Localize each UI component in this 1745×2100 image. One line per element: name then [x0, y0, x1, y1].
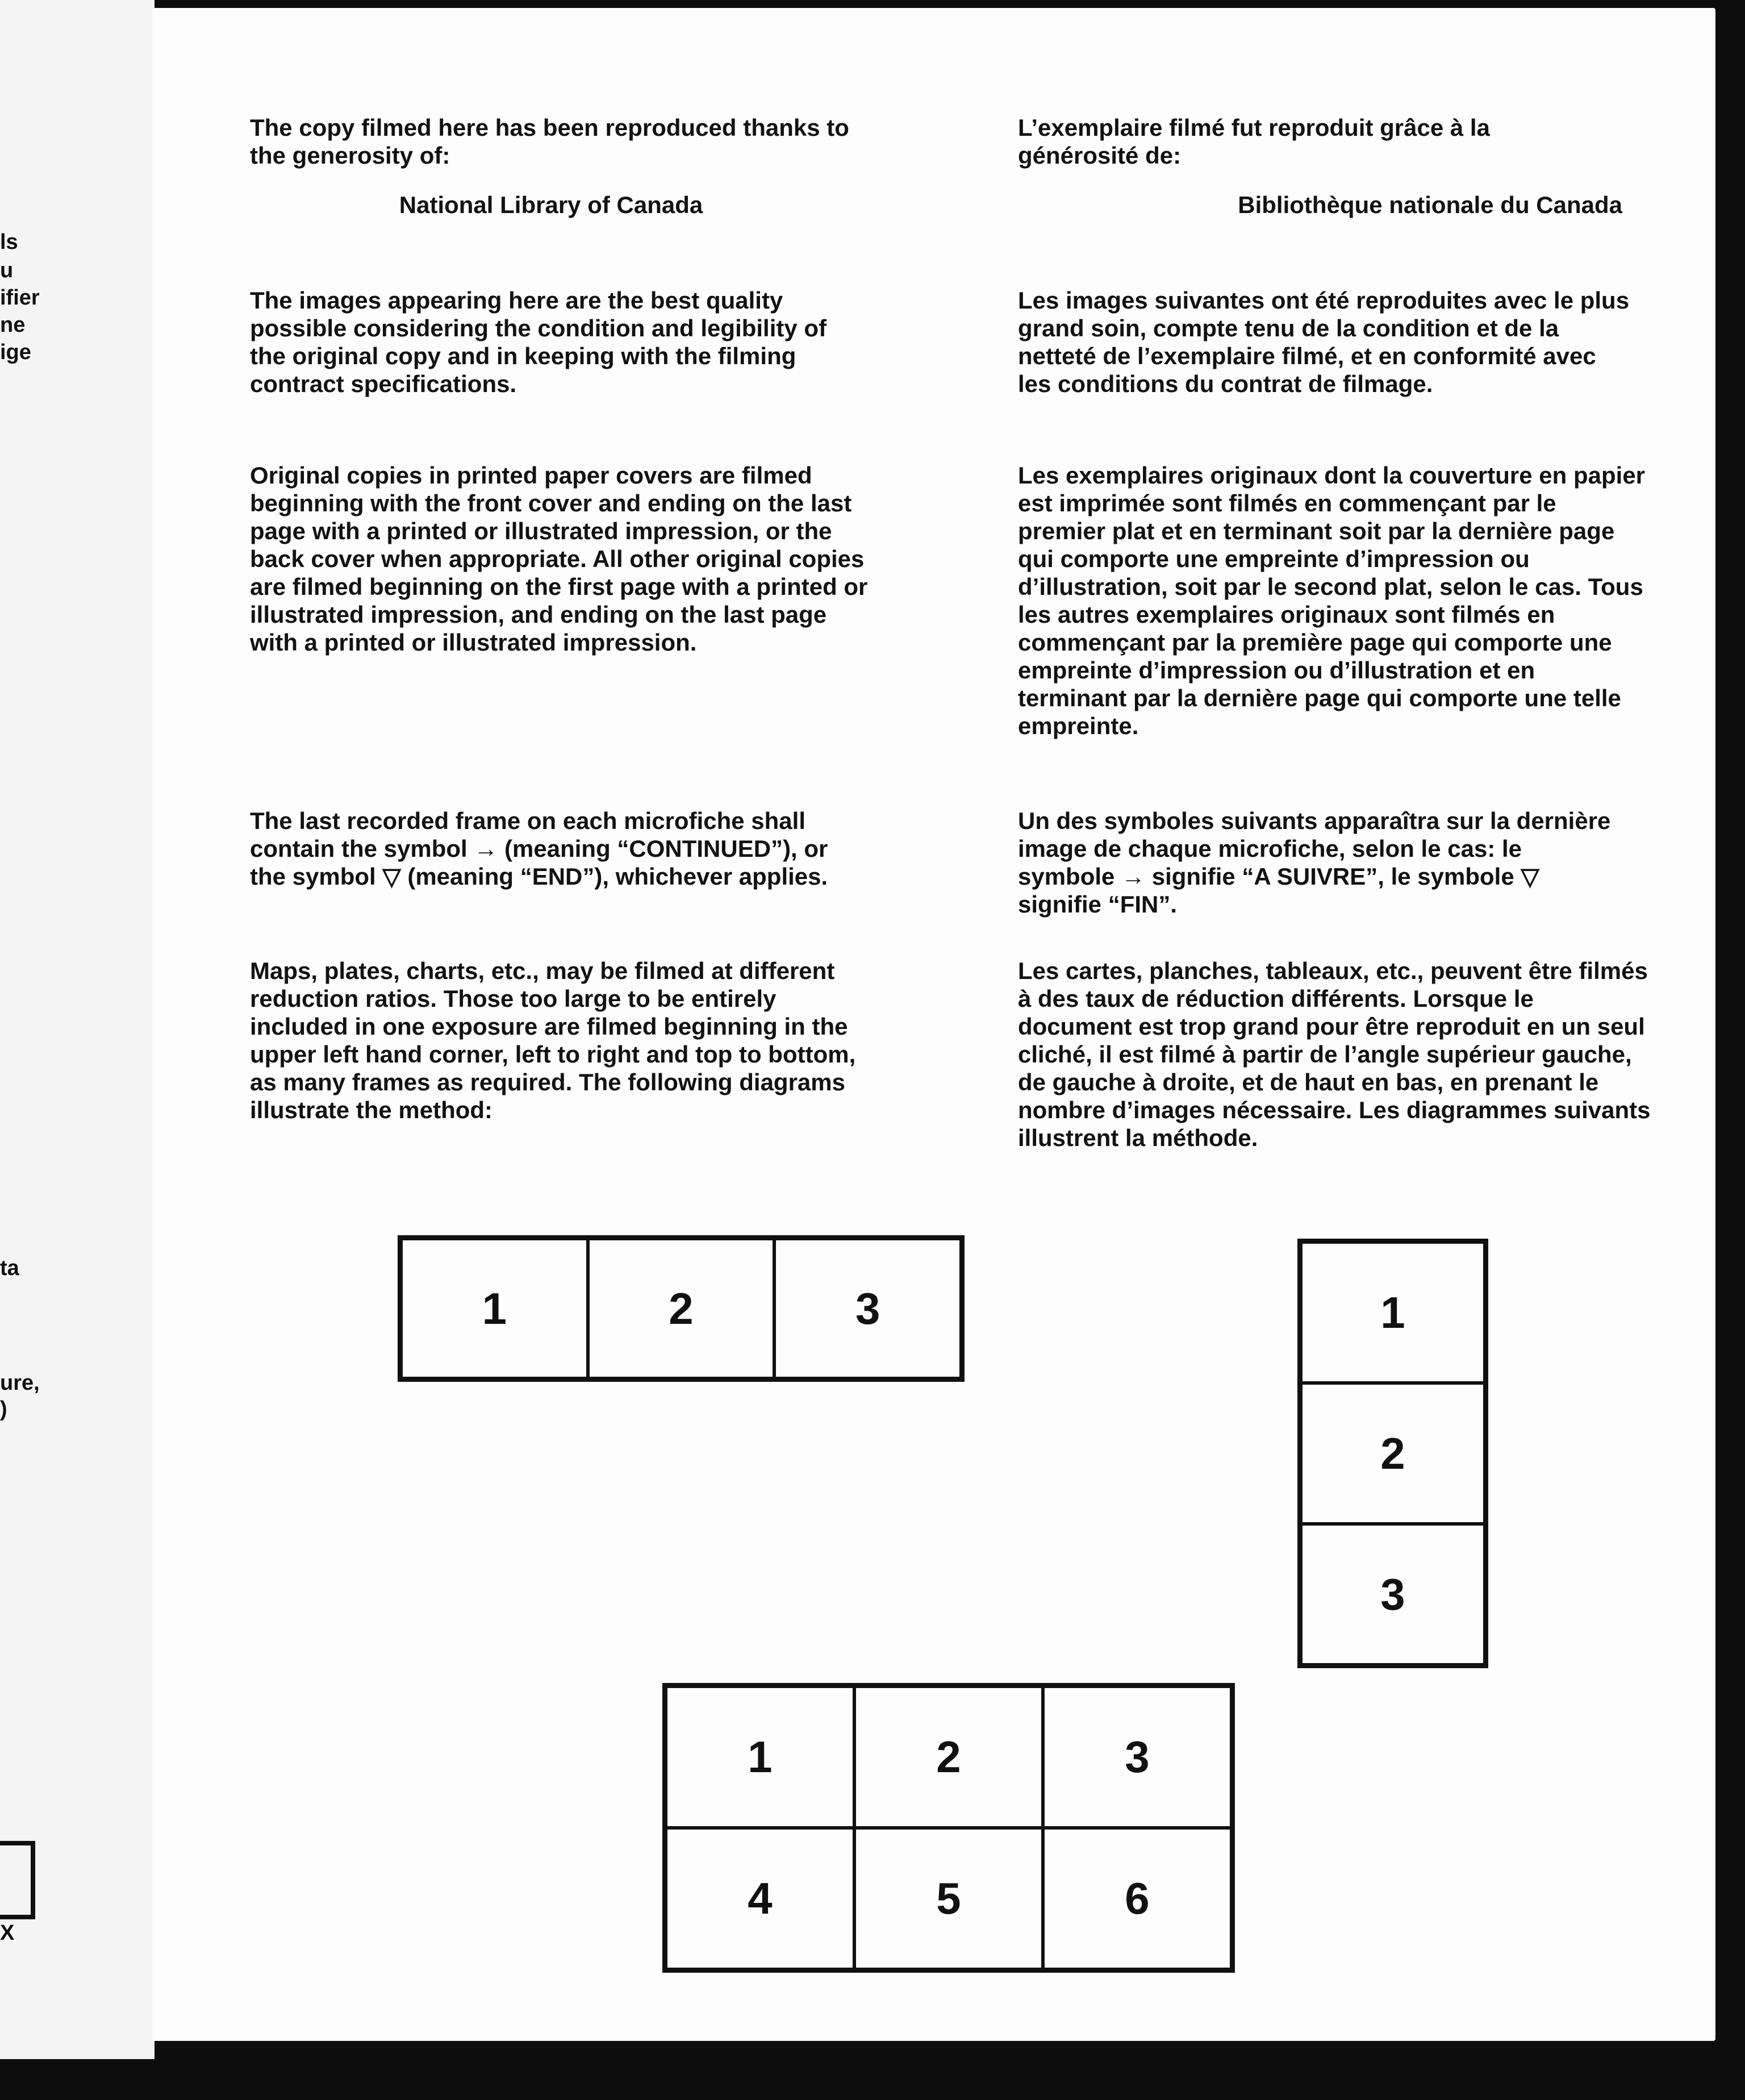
english-maps-paragraph: Maps, plates, charts, etc., may be filmed at different reduction ratios. Those too large to be entirely included in one exposure are filmed beginning in the upper left hand corner, left to right and top to bottom, as many frames as required. The following diagrams illustrate the method:	[250, 957, 856, 1123]
diagram-cell: 1	[1301, 1242, 1485, 1383]
diagram-cell: 2	[1301, 1383, 1485, 1524]
english-quality-paragraph: The images appearing here are the best quality possible considering the condition and legibility of the original copy and in keeping with the filming contract specifications.	[250, 287, 827, 397]
left-fragment-text: u	[0, 259, 14, 282]
left-fragment-text: ure,	[0, 1371, 40, 1395]
french-intro: L’exemplaire filmé fut reproduit grâce à la générosité de:	[1018, 114, 1490, 169]
diagram-cell: 3	[1043, 1686, 1231, 1828]
english-institution: National Library of Canada	[399, 191, 703, 218]
left-fragment-text: ne	[0, 313, 26, 337]
left-page-fragment	[0, 0, 155, 2059]
diagram-cell: 1	[401, 1239, 588, 1378]
french-original-copies-paragraph: Les exemplaires originaux dont la couverture en papier est imprimée sont filmés en commençant par le premier plat et en terminant soit par la dernière page qui comporte une empreinte d’impression ou d’illustration, soit par le second plat, selon le cas. Tous les autres exemplaires originaux sont filmés en commençant par la première page qui comporte une empreinte d’impression ou d’illustration et en terminant par la dernière page qui comporte une telle empreinte.	[1018, 462, 1646, 739]
left-fragment-box	[0, 1841, 35, 1919]
left-fragment-text: ls	[0, 230, 18, 254]
left-fragment-text: ta	[0, 1256, 19, 1280]
diagram-cell: 6	[1043, 1828, 1231, 1969]
left-fragment-text: ige	[0, 340, 31, 364]
diagram-horizontal	[398, 1235, 965, 1382]
diagram-cell: 2	[588, 1239, 775, 1378]
english-symbols-paragraph: The last recorded frame on each microfiche shall contain the symbol → (meaning “CONTINUED”), or the symbol ▽ (meaning “END”), whichever applies.	[250, 807, 828, 890]
diagram-cell: 3	[1301, 1524, 1485, 1665]
diagram-cell: 1	[666, 1686, 854, 1828]
diagram-cell: 3	[774, 1239, 961, 1378]
diagram-cell: 4	[666, 1828, 854, 1969]
french-maps-paragraph: Les cartes, planches, tableaux, etc., peuvent être filmés à des taux de réduction différents. Lorsque le document est trop grand pour être reproduit en un seul cliché, il est filmé à partir de l’angle supérieur gauche, de gauche à droite, et de haut en bas, en prenant le nombre d’images nécessaire. Les diagrammes suivants illustrent la méthode.	[1018, 957, 1651, 1151]
diagram-cell: 2	[854, 1686, 1043, 1828]
left-fragment-text: X	[0, 1921, 15, 1945]
left-fragment-text: )	[0, 1397, 7, 1421]
left-fragment-text: ifier	[0, 286, 40, 310]
french-institution: Bibliothèque nationale du Canada	[1238, 191, 1622, 218]
french-symbols-paragraph: Un des symboles suivants apparaîtra sur la dernière image de chaque microfiche, selon le cas: le symbole → signifie “A SUIVRE”, le symbole ▽ signifie “FIN”.	[1018, 807, 1611, 918]
diagram-grid	[662, 1683, 1235, 1973]
english-original-copies-paragraph: Original copies in printed paper covers are filmed beginning with the front cover and ending on the last page with a printed or illustrated impression, or the back cover when appropriate. All other original copies are filmed beginning on the first page with a printed or illustrated impression, and ending on the last page with a printed or illustrated impression.	[250, 462, 868, 656]
english-intro: The copy filmed here has been reproduced thanks to the generosity of:	[250, 114, 849, 169]
diagram-cell: 5	[854, 1828, 1043, 1969]
diagram-vertical	[1297, 1239, 1488, 1668]
french-quality-paragraph: Les images suivantes ont été reproduites avec le plus grand soin, compte tenu de la condition et de la netteté de l’exemplaire filmé, et en conformité avec les conditions du contrat de filmage.	[1018, 287, 1630, 397]
